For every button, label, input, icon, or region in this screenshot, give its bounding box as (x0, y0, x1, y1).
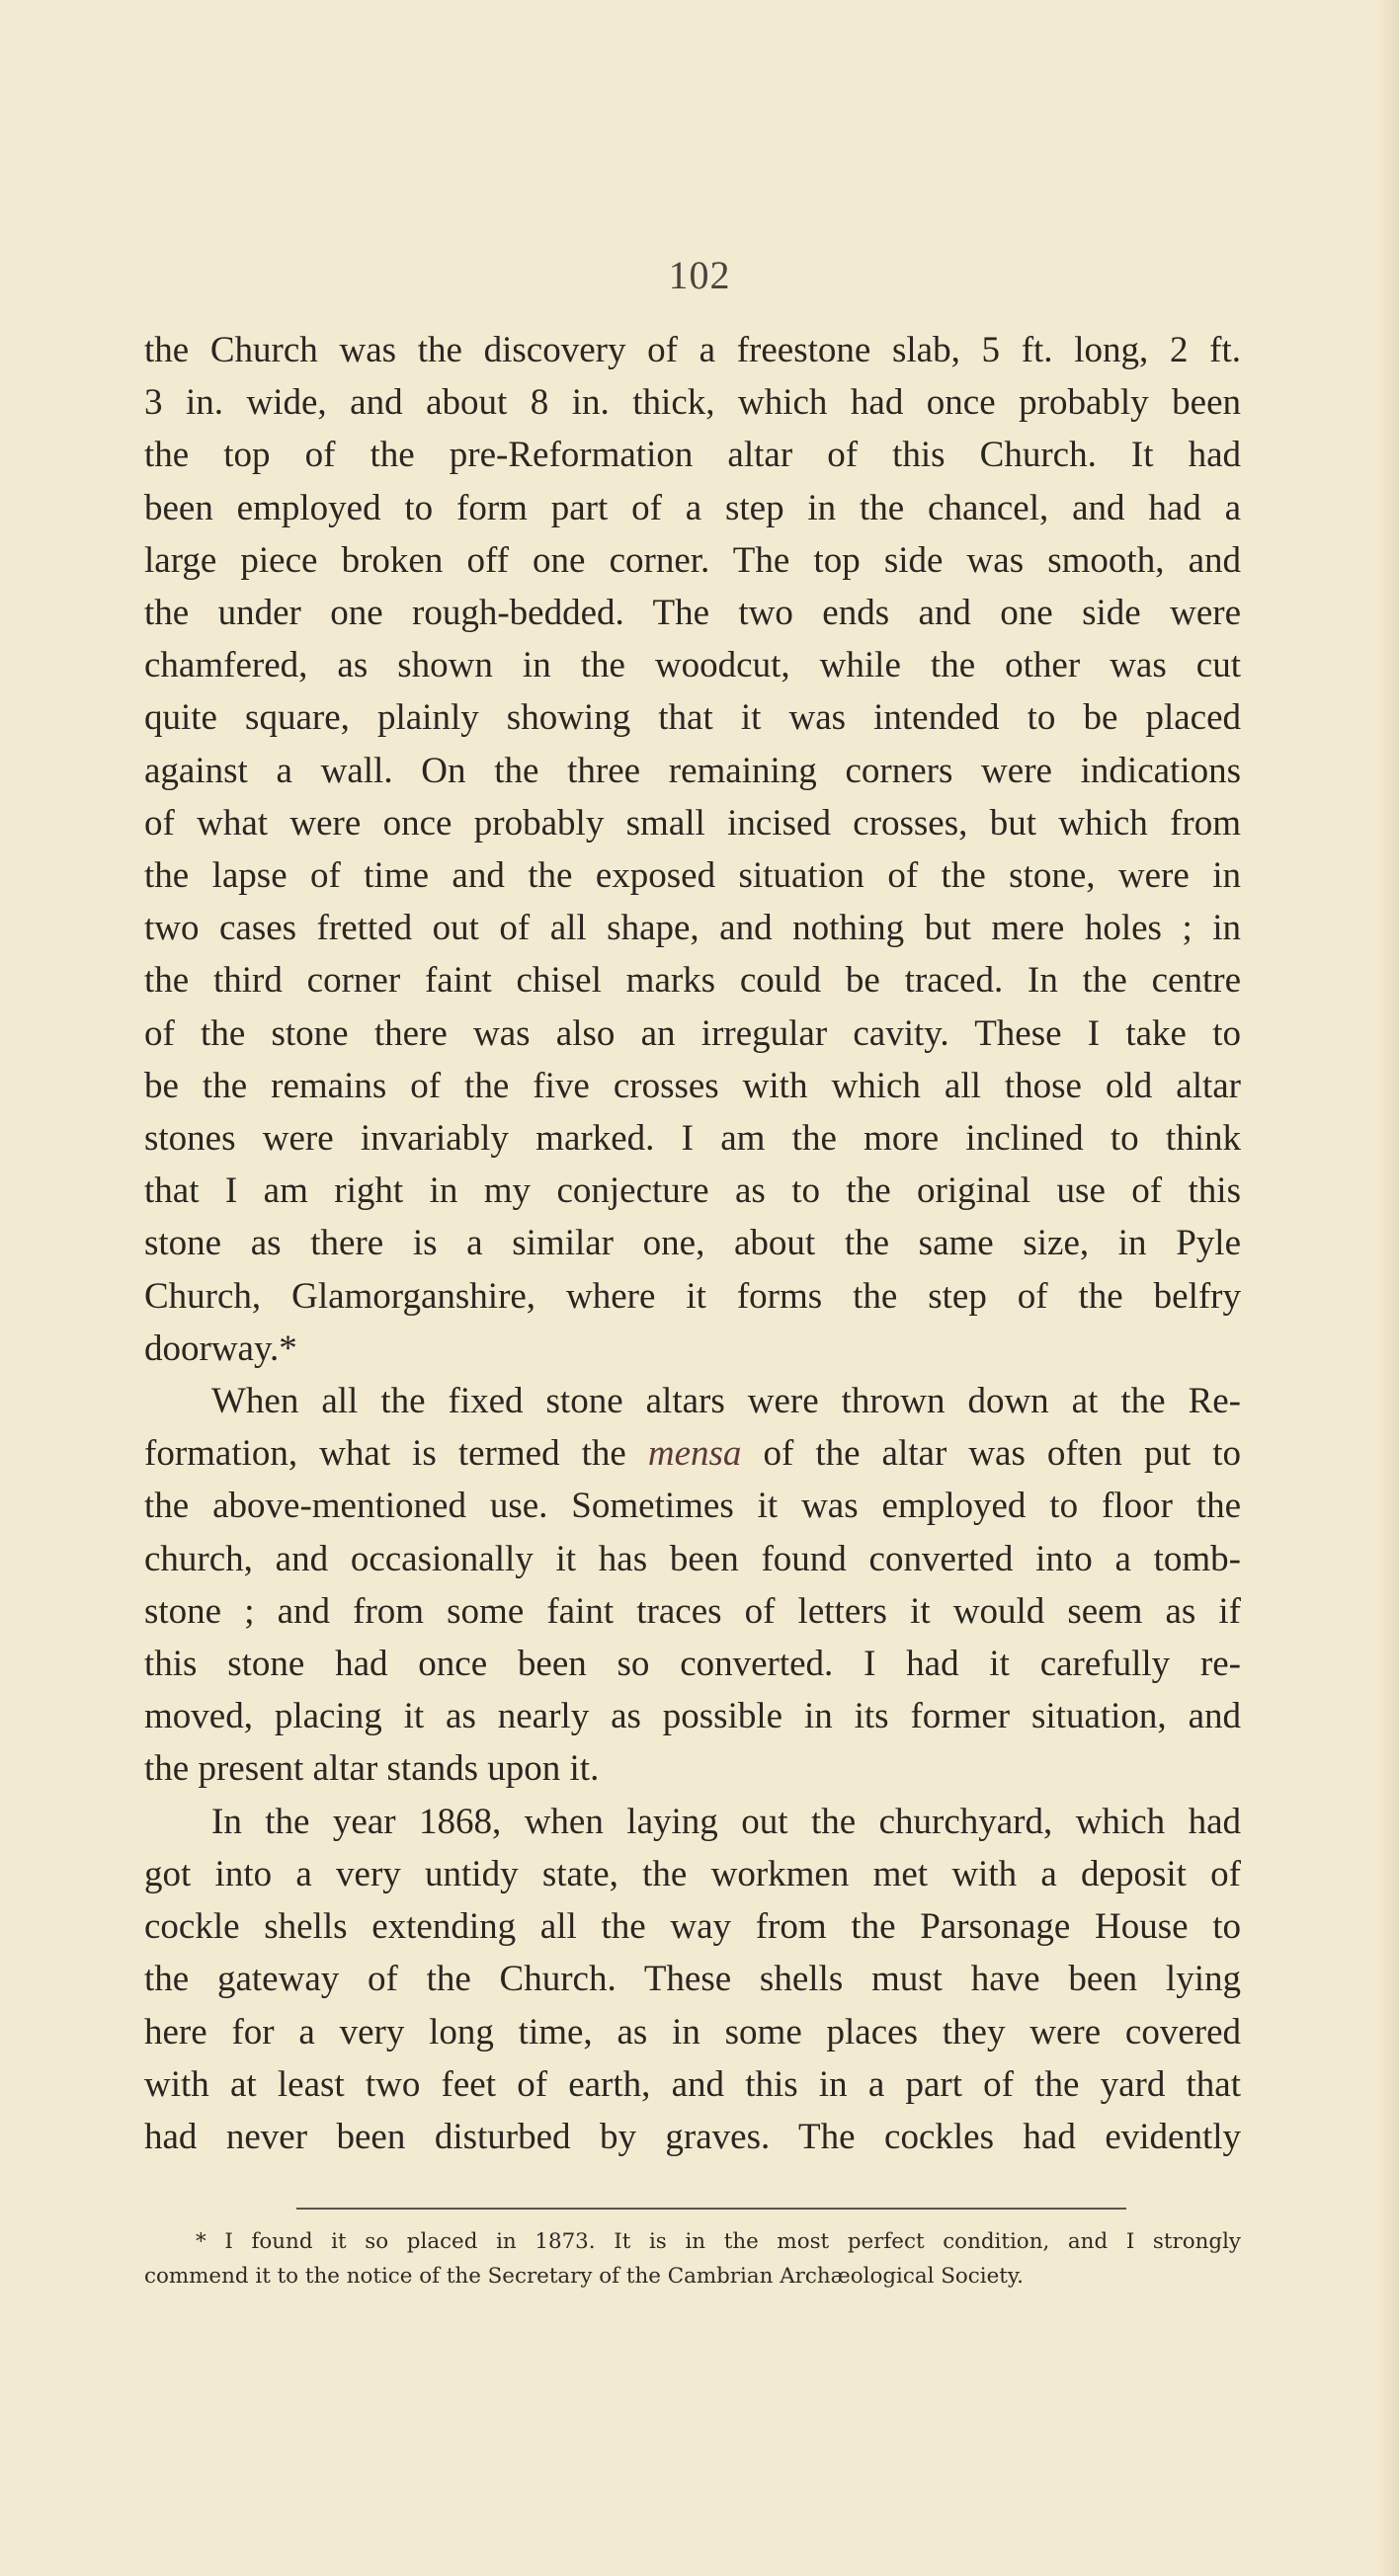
text-line: that I am right in my conjecture as to the original use of this (144, 1170, 1241, 1212)
text-line: the top of the pre-Reformation altar of this Church. It had (144, 435, 1241, 476)
text-line: had never been disturbed by graves. The cockles had evidently (144, 2116, 1241, 2157)
text-line: the above-mentioned use. Sometimes it was employed to floor the (144, 1486, 1241, 1527)
footnote-line: * I found it so placed in 1873. It is in the most perfect condition, and I strongly (196, 2229, 1241, 2254)
footnote-divider (296, 2208, 1126, 2210)
text-line: cockle shells extending all the way from the Parsonage House to (144, 1906, 1241, 1948)
text-line: In the year 1868, when laying out the churchyard, which had (211, 1801, 1241, 1842)
footnote (144, 2224, 1241, 2294)
text-line: the Church was the discovery of a freestone slab, 5 ft. long, 2 ft. (144, 330, 1241, 370)
text-line: the third corner faint chisel marks could be traced. In the centre (144, 960, 1241, 1002)
text-fragment: of the altar was often put to (763, 1433, 1242, 1475)
text-line: this stone had once been so converted. I had it carefully re- (144, 1644, 1241, 1685)
text-line-with-italic (144, 1427, 1241, 1480)
text-line: quite square, plainly showing that it was intended to be placed (144, 697, 1241, 739)
body-text (144, 324, 1241, 2163)
text-line: two cases fretted out of all shape, and nothing but mere holes ; in (144, 908, 1241, 949)
text-line: the present altar stands upon it. (144, 1748, 600, 1790)
text-line: been employed to form part of a step in the chancel, and had a (144, 487, 1241, 528)
italic-word-mensa: mensa (647, 1433, 742, 1475)
page-edge-shadow (1377, 0, 1399, 2576)
text-line: large piece broken off one corner. The top side was smooth, and (144, 539, 1241, 581)
text-line: Church, Glamorganshire, where it forms the step of the belfry (144, 1275, 1241, 1317)
text-line: of what were once probably small incised crosses, but which from (144, 802, 1241, 844)
text-line: be the remains of the five crosses with which all those old altar (144, 1065, 1241, 1106)
text-line: moved, placing it as nearly as possible in its former situation, and (144, 1696, 1241, 1737)
text-line: the under one rough-bedded. The two ends and one side were (144, 593, 1241, 634)
text-fragment: formation, what is termed the (144, 1433, 626, 1475)
text-line: against a wall. On the three remaining corners were indications (144, 750, 1241, 791)
text-line: chamfered, as shown in the woodcut, while the other was cut (144, 645, 1241, 686)
text-line: with at least two feet of earth, and this in a part of the yard that (144, 2063, 1241, 2105)
text-line: When all the fixed stone altars were thrown down at the Re- (211, 1381, 1241, 1422)
page-number: 102 (668, 253, 731, 297)
text-line: the gateway of the Church. These shells must have been lying (144, 1959, 1241, 2000)
text-line: of the stone there was also an irregular cavity. These I take to (144, 1012, 1241, 1054)
text-line: doorway.* (144, 1328, 297, 1369)
text-line: stones were invariably marked. I am the more inclined to think (144, 1118, 1241, 1160)
text-line: church, and occasionally it has been found converted into a tomb- (144, 1538, 1241, 1579)
text-line: got into a very untidy state, the workmen met with a deposit of (144, 1853, 1241, 1894)
text-line: here for a very long time, as in some places they were covered (144, 2011, 1241, 2053)
text-line: 3 in. wide, and about 8 in. thick, which had once probably been (144, 382, 1241, 424)
footnote-line: commend it to the notice of the Secretary of the Cambrian Archæological Society. (144, 2264, 1024, 2289)
text-line: stone ; and from some faint traces of letters it would seem as if (144, 1590, 1241, 1632)
text-line: stone as there is a similar one, about the same size, in Pyle (144, 1223, 1241, 1264)
text-line: the lapse of time and the exposed situation of the stone, were in (144, 855, 1241, 897)
